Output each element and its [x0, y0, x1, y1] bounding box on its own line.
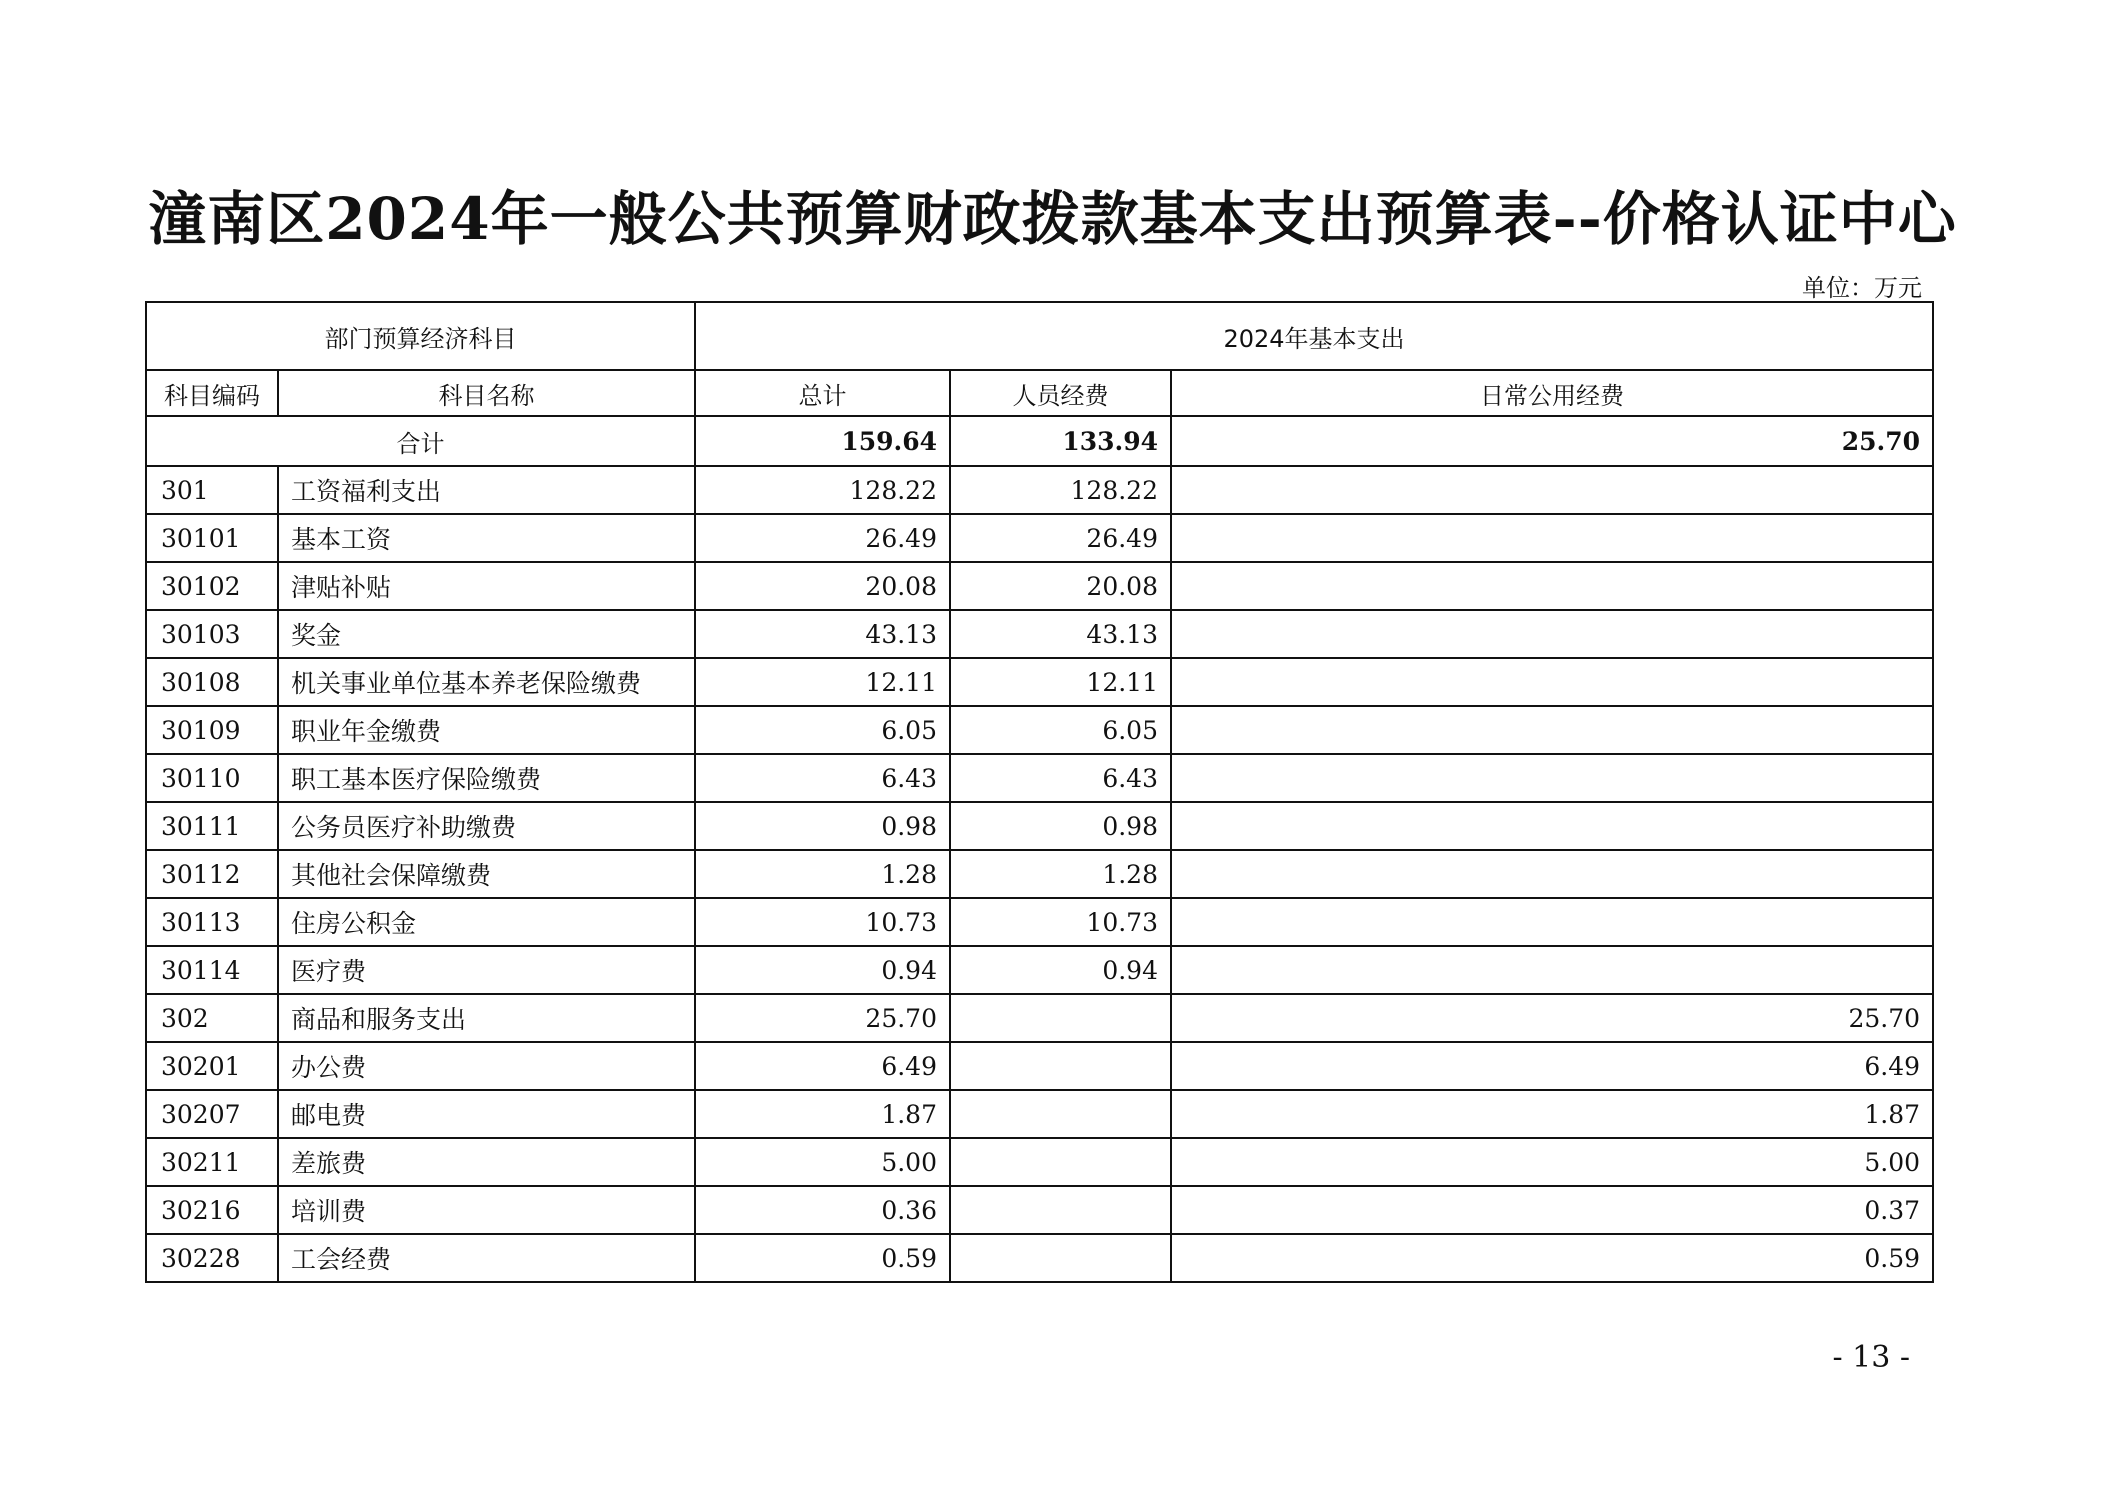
table-row [146, 610, 1933, 658]
cell-code: 30114 [146, 946, 278, 994]
cell-name: 工资福利支出 [278, 466, 695, 514]
cell-public [1171, 658, 1933, 706]
cell-name: 职工基本医疗保险缴费 [278, 754, 695, 802]
cell-personnel [950, 1090, 1171, 1138]
page-number: - 13 - [1832, 1340, 1910, 1375]
cell-name: 津贴补贴 [278, 562, 695, 610]
cell-name: 基本工资 [278, 514, 695, 562]
total-row [146, 416, 1933, 466]
cell-total: 128.22 [695, 466, 950, 514]
cell-total: 12.11 [695, 658, 950, 706]
cell-public: 6.49 [1171, 1042, 1933, 1090]
cell-public: 25.70 [1171, 994, 1933, 1042]
cell-code: 30112 [146, 850, 278, 898]
cell-code: 30216 [146, 1186, 278, 1234]
cell-personnel [950, 1042, 1171, 1090]
cell-personnel: 26.49 [950, 514, 1171, 562]
cell-code: 30211 [146, 1138, 278, 1186]
cell-code: 30109 [146, 706, 278, 754]
table-row [146, 994, 1933, 1042]
cell-total: 1.87 [695, 1090, 950, 1138]
cell-personnel: 43.13 [950, 610, 1171, 658]
cell-total: 1.28 [695, 850, 950, 898]
header-name: 科目名称 [278, 370, 695, 416]
cell-code: 30228 [146, 1234, 278, 1282]
table-row [146, 1138, 1933, 1186]
cell-name: 奖金 [278, 610, 695, 658]
table-row [146, 754, 1933, 802]
cell-personnel: 1.28 [950, 850, 1171, 898]
cell-personnel: 10.73 [950, 898, 1171, 946]
cell-code: 30110 [146, 754, 278, 802]
cell-total: 6.49 [695, 1042, 950, 1090]
table-row [146, 1234, 1933, 1282]
cell-code: 30113 [146, 898, 278, 946]
cell-personnel: 0.98 [950, 802, 1171, 850]
unit-label: 单位：万元 [1802, 274, 1922, 302]
table-row [146, 658, 1933, 706]
header-economic-subject: 部门预算经济科目 [146, 302, 695, 370]
cell-name: 职业年金缴费 [278, 706, 695, 754]
header-total: 总计 [695, 370, 950, 416]
cell-public: 5.00 [1171, 1138, 1933, 1186]
cell-total: 6.05 [695, 706, 950, 754]
cell-personnel: 128.22 [950, 466, 1171, 514]
cell-code: 301 [146, 466, 278, 514]
cell-total: 0.98 [695, 802, 950, 850]
budget-table [145, 301, 1934, 1283]
cell-public: 1.87 [1171, 1090, 1933, 1138]
cell-total: 6.43 [695, 754, 950, 802]
cell-personnel: 6.05 [950, 706, 1171, 754]
header-column-row [146, 370, 1933, 416]
cell-name: 工会经费 [278, 1234, 695, 1282]
cell-personnel: 0.94 [950, 946, 1171, 994]
table-row [146, 1186, 1933, 1234]
cell-name: 办公费 [278, 1042, 695, 1090]
cell-public [1171, 466, 1933, 514]
table-row [146, 706, 1933, 754]
cell-code: 30207 [146, 1090, 278, 1138]
cell-public: 0.37 [1171, 1186, 1933, 1234]
cell-public [1171, 562, 1933, 610]
cell-public [1171, 754, 1933, 802]
cell-name: 住房公积金 [278, 898, 695, 946]
total-personnel: 133.94 [950, 416, 1171, 466]
cell-code: 30101 [146, 514, 278, 562]
cell-total: 0.36 [695, 1186, 950, 1234]
cell-public [1171, 610, 1933, 658]
header-basic-expenditure: 2024年基本支出 [695, 302, 1933, 370]
cell-total: 10.73 [695, 898, 950, 946]
cell-name: 公务员医疗补助缴费 [278, 802, 695, 850]
cell-public [1171, 706, 1933, 754]
table-row [146, 1090, 1933, 1138]
cell-personnel [950, 994, 1171, 1042]
cell-name: 医疗费 [278, 946, 695, 994]
cell-total: 20.08 [695, 562, 950, 610]
total-public: 25.70 [1171, 416, 1933, 466]
total-label: 合计 [146, 416, 695, 466]
table-row [146, 514, 1933, 562]
cell-name: 培训费 [278, 1186, 695, 1234]
cell-total: 0.59 [695, 1234, 950, 1282]
table-row [146, 562, 1933, 610]
cell-code: 30102 [146, 562, 278, 610]
cell-public: 0.59 [1171, 1234, 1933, 1282]
header-code: 科目编码 [146, 370, 278, 416]
cell-name: 机关事业单位基本养老保险缴费 [278, 658, 695, 706]
table-row [146, 850, 1933, 898]
cell-personnel: 12.11 [950, 658, 1171, 706]
table-row [146, 946, 1933, 994]
cell-personnel [950, 1186, 1171, 1234]
cell-total: 0.94 [695, 946, 950, 994]
cell-code: 302 [146, 994, 278, 1042]
cell-personnel [950, 1138, 1171, 1186]
cell-total: 25.70 [695, 994, 950, 1042]
header-personnel: 人员经费 [950, 370, 1171, 416]
cell-code: 30108 [146, 658, 278, 706]
table-row [146, 898, 1933, 946]
cell-code: 30111 [146, 802, 278, 850]
cell-personnel: 20.08 [950, 562, 1171, 610]
table-row [146, 1042, 1933, 1090]
table-row [146, 466, 1933, 514]
cell-name: 邮电费 [278, 1090, 695, 1138]
cell-name: 其他社会保障缴费 [278, 850, 695, 898]
cell-total: 43.13 [695, 610, 950, 658]
cell-public [1171, 514, 1933, 562]
cell-public [1171, 898, 1933, 946]
cell-total: 26.49 [695, 514, 950, 562]
cell-code: 30103 [146, 610, 278, 658]
document-title: 潼南区2024年一般公共预算财政拨款基本支出预算表--价格认证中心 [148, 185, 1957, 253]
header-group-row [146, 302, 1933, 370]
cell-public [1171, 850, 1933, 898]
header-public: 日常公用经费 [1171, 370, 1933, 416]
cell-total: 5.00 [695, 1138, 950, 1186]
cell-code: 30201 [146, 1042, 278, 1090]
cell-personnel: 6.43 [950, 754, 1171, 802]
total-total: 159.64 [695, 416, 950, 466]
cell-public [1171, 946, 1933, 994]
cell-public [1171, 802, 1933, 850]
cell-personnel [950, 1234, 1171, 1282]
cell-name: 差旅费 [278, 1138, 695, 1186]
table-row [146, 802, 1933, 850]
cell-name: 商品和服务支出 [278, 994, 695, 1042]
